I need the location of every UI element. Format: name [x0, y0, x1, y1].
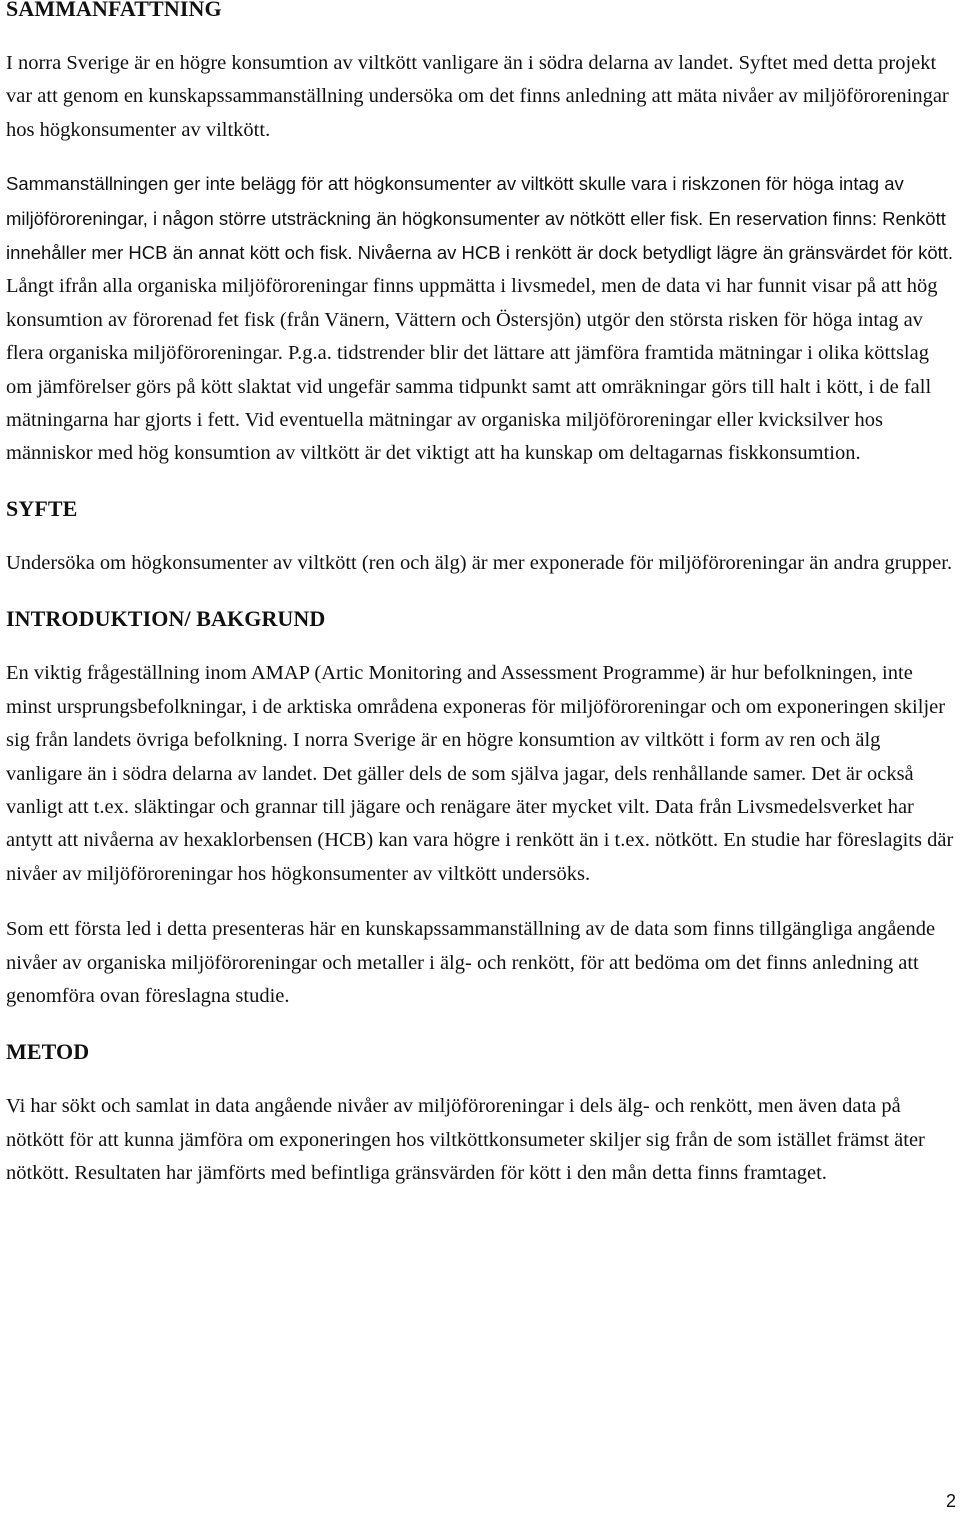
summary-paragraph-1: I norra Sverige är en högre konsumtion av viltkött vanligare än i södra delarna av landet. Syftet med detta projekt var att genom en kunskapssammanställning undersöka om det finns anledning att mäta nivåer av miljöföroreningar hos högkonsumenter av viltkött.	[6, 52, 949, 141]
heading-summary: SAMMANFATTNING	[6, 0, 222, 21]
purpose-paragraph: Undersöka om högkonsumenter av viltkött (ren och älg) är mer exponerade för miljöföroreningar än andra grupper.	[6, 551, 953, 574]
intro-paragraph-1: En viktig frågeställning inom AMAP (Artic Monitoring and Assessment Programme) är hur befolkningen, inte minst ursprungsbefolkningar, i de arktiska områdena exponeras för miljöföroreningar och om exponeringen skiljer sig från landets övriga befolkning. I norra Sverige är en högre konsumtion av viltkött i form av ren och älg vanligare än i södra delarna av landet. Det gäller dels de som själva jagar, dels renhållande samer. Det är också vanligt att t.ex. släktingar och grannar till jägare och renägare äter mycket vilt. Data från Livsmedelsverket har antytt att nivåerna av hexaklorbensen (HCB) kan vara högre i renkött än i t.ex. nötkött. En studie har föreslagits där nivåer av miljöföroreningar hos högkonsumenter av viltkött undersöks.	[6, 662, 954, 885]
page-number: 2	[945, 1491, 956, 1511]
summary-paragraph-2-sans: Sammanställningen ger inte belägg för att högkonsumenter av viltkött skulle vara i riskzonen för höga intag av miljöföroreningar, i någon större utsträckning än högkonsumenter av nötkött eller fisk. En reservation finns: Renkött innehåller mer HCB än annat kött och fisk. Nivåerna av HCB i renkött är dock betydligt lägre än gränsvärdet för kött.	[6, 173, 954, 264]
summary-paragraph-2	[6, 167, 956, 471]
method-paragraph: Vi har sökt och samlat in data angående nivåer av miljöföroreningar i dels älg- och renkött, men även data på nötkött för att kunna jämföra om exponeringen hos viltköttkonsumeter skiljer sig från de som istället främst äter nötkött. Resultaten har jämförts med befintliga gränsvärden för kött i den mån detta finns framtaget.	[6, 1095, 925, 1185]
heading-method: METOD	[6, 1039, 90, 1065]
intro-paragraph-2: Som ett första led i detta presenteras här en kunskapssammanställning av de data som finns tillgängliga angående nivåer av organiska miljöföroreningar och metaller i älg- och renkött, för att bedöma om det finns anledning att genomföra ovan föreslagna studie.	[6, 918, 936, 1007]
heading-purpose: SYFTE	[6, 495, 78, 521]
document-page	[6, 0, 956, 1213]
summary-paragraph-2-serif: Långt ifrån alla organiska miljöföroreningar finns uppmätta i livsmedel, men de data vi har funnit visar på att hög konsumtion av förorenad fet fisk (från Vänern, Vättern och Östersjön) utgör den största risken för höga intag av flera organiska miljöföroreningar. P.g.a. tidstrender blir det lättare att jämföra framtida mätningar i olika köttslag om jämförelser görs på kött slaktat vid ungefär samma tidpunkt samt att omräkningar görs till halt i kött, i de fall mätningarna har gjorts i fett. Vid eventuella mätningar av organiska miljöföroreningar eller kvicksilver hos människor med hög konsumtion av viltkött är det viktigt att ha kunskap om deltagarnas fiskkonsumtion.	[6, 275, 938, 465]
heading-intro: INTRODUKTION/ BAKGRUND	[6, 606, 326, 632]
